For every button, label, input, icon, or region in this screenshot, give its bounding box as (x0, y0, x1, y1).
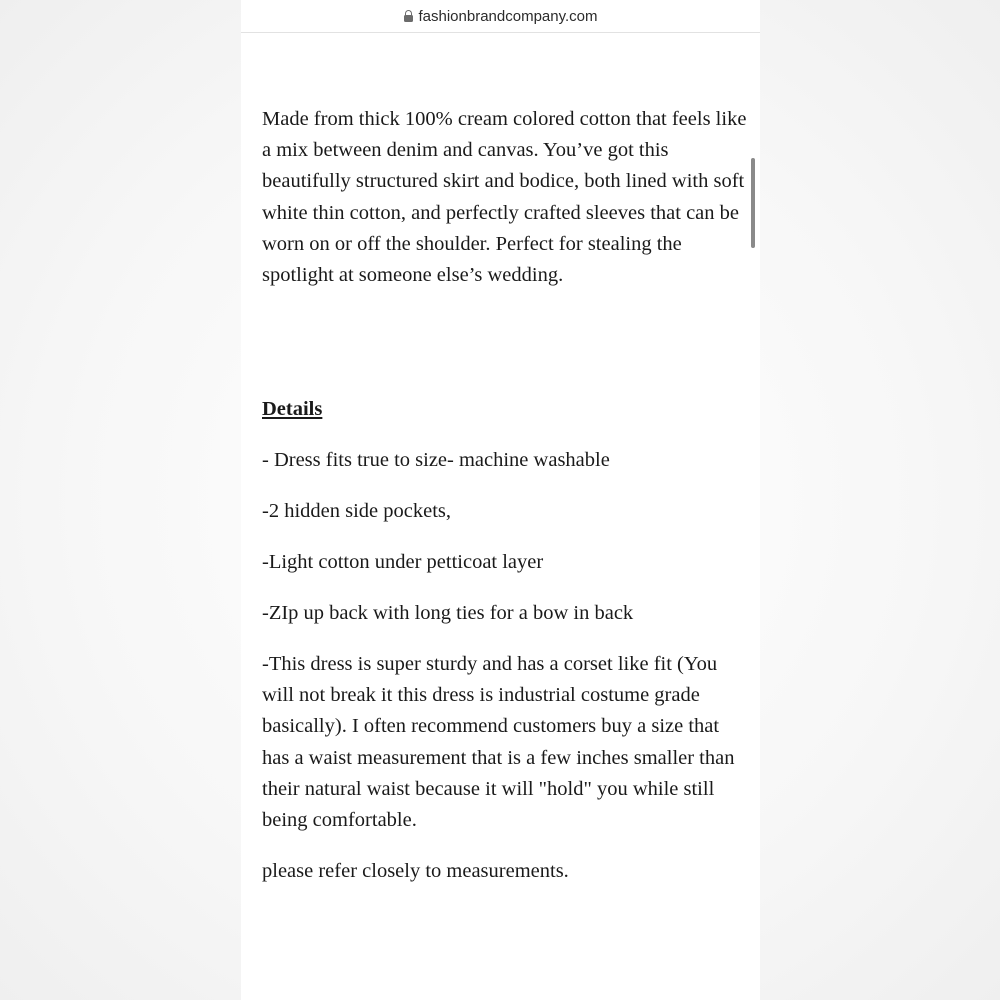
details-list (262, 445, 747, 907)
details-heading: Details (262, 398, 323, 420)
details-item-measurements: please refer closely to measurements. (262, 860, 569, 883)
mobile-browser-viewport (241, 0, 760, 1000)
address-bar[interactable] (241, 0, 760, 33)
scrollbar-thumb[interactable] (751, 158, 755, 248)
product-description (262, 104, 747, 291)
details-item-sturdy: -This dress is super sturdy and has a corset like fit (You will not break it this dress is industrial costume grade basically). I often recommend customers buy a size that has a waist measurement that is a few inches smaller than their natural waist because it will "hold" you while still being comfortable. (262, 653, 735, 832)
lock-icon (404, 10, 413, 23)
details-item-fit: - Dress fits true to size- machine washable (262, 449, 610, 471)
url-text[interactable]: fashionbrandcompany.com (418, 7, 598, 25)
details-item-pockets: -2 hidden side pockets, (262, 500, 452, 522)
details-item-petticoat: -Light cotton under petticoat layer (262, 551, 544, 573)
details-item-zip: -ZIp up back with long ties for a bow in back (262, 602, 634, 624)
description-text: Made from thick 100% cream colored cotton that feels like a mix between denim and canvas. You’ve got this beautifully structured skirt and bodice, both lined with soft white thin cotton, and perfectly crafted sleeves that can be worn on or off the shoulder. Perfect for stealing the spotlight at someone else’s wedding. (262, 108, 747, 287)
